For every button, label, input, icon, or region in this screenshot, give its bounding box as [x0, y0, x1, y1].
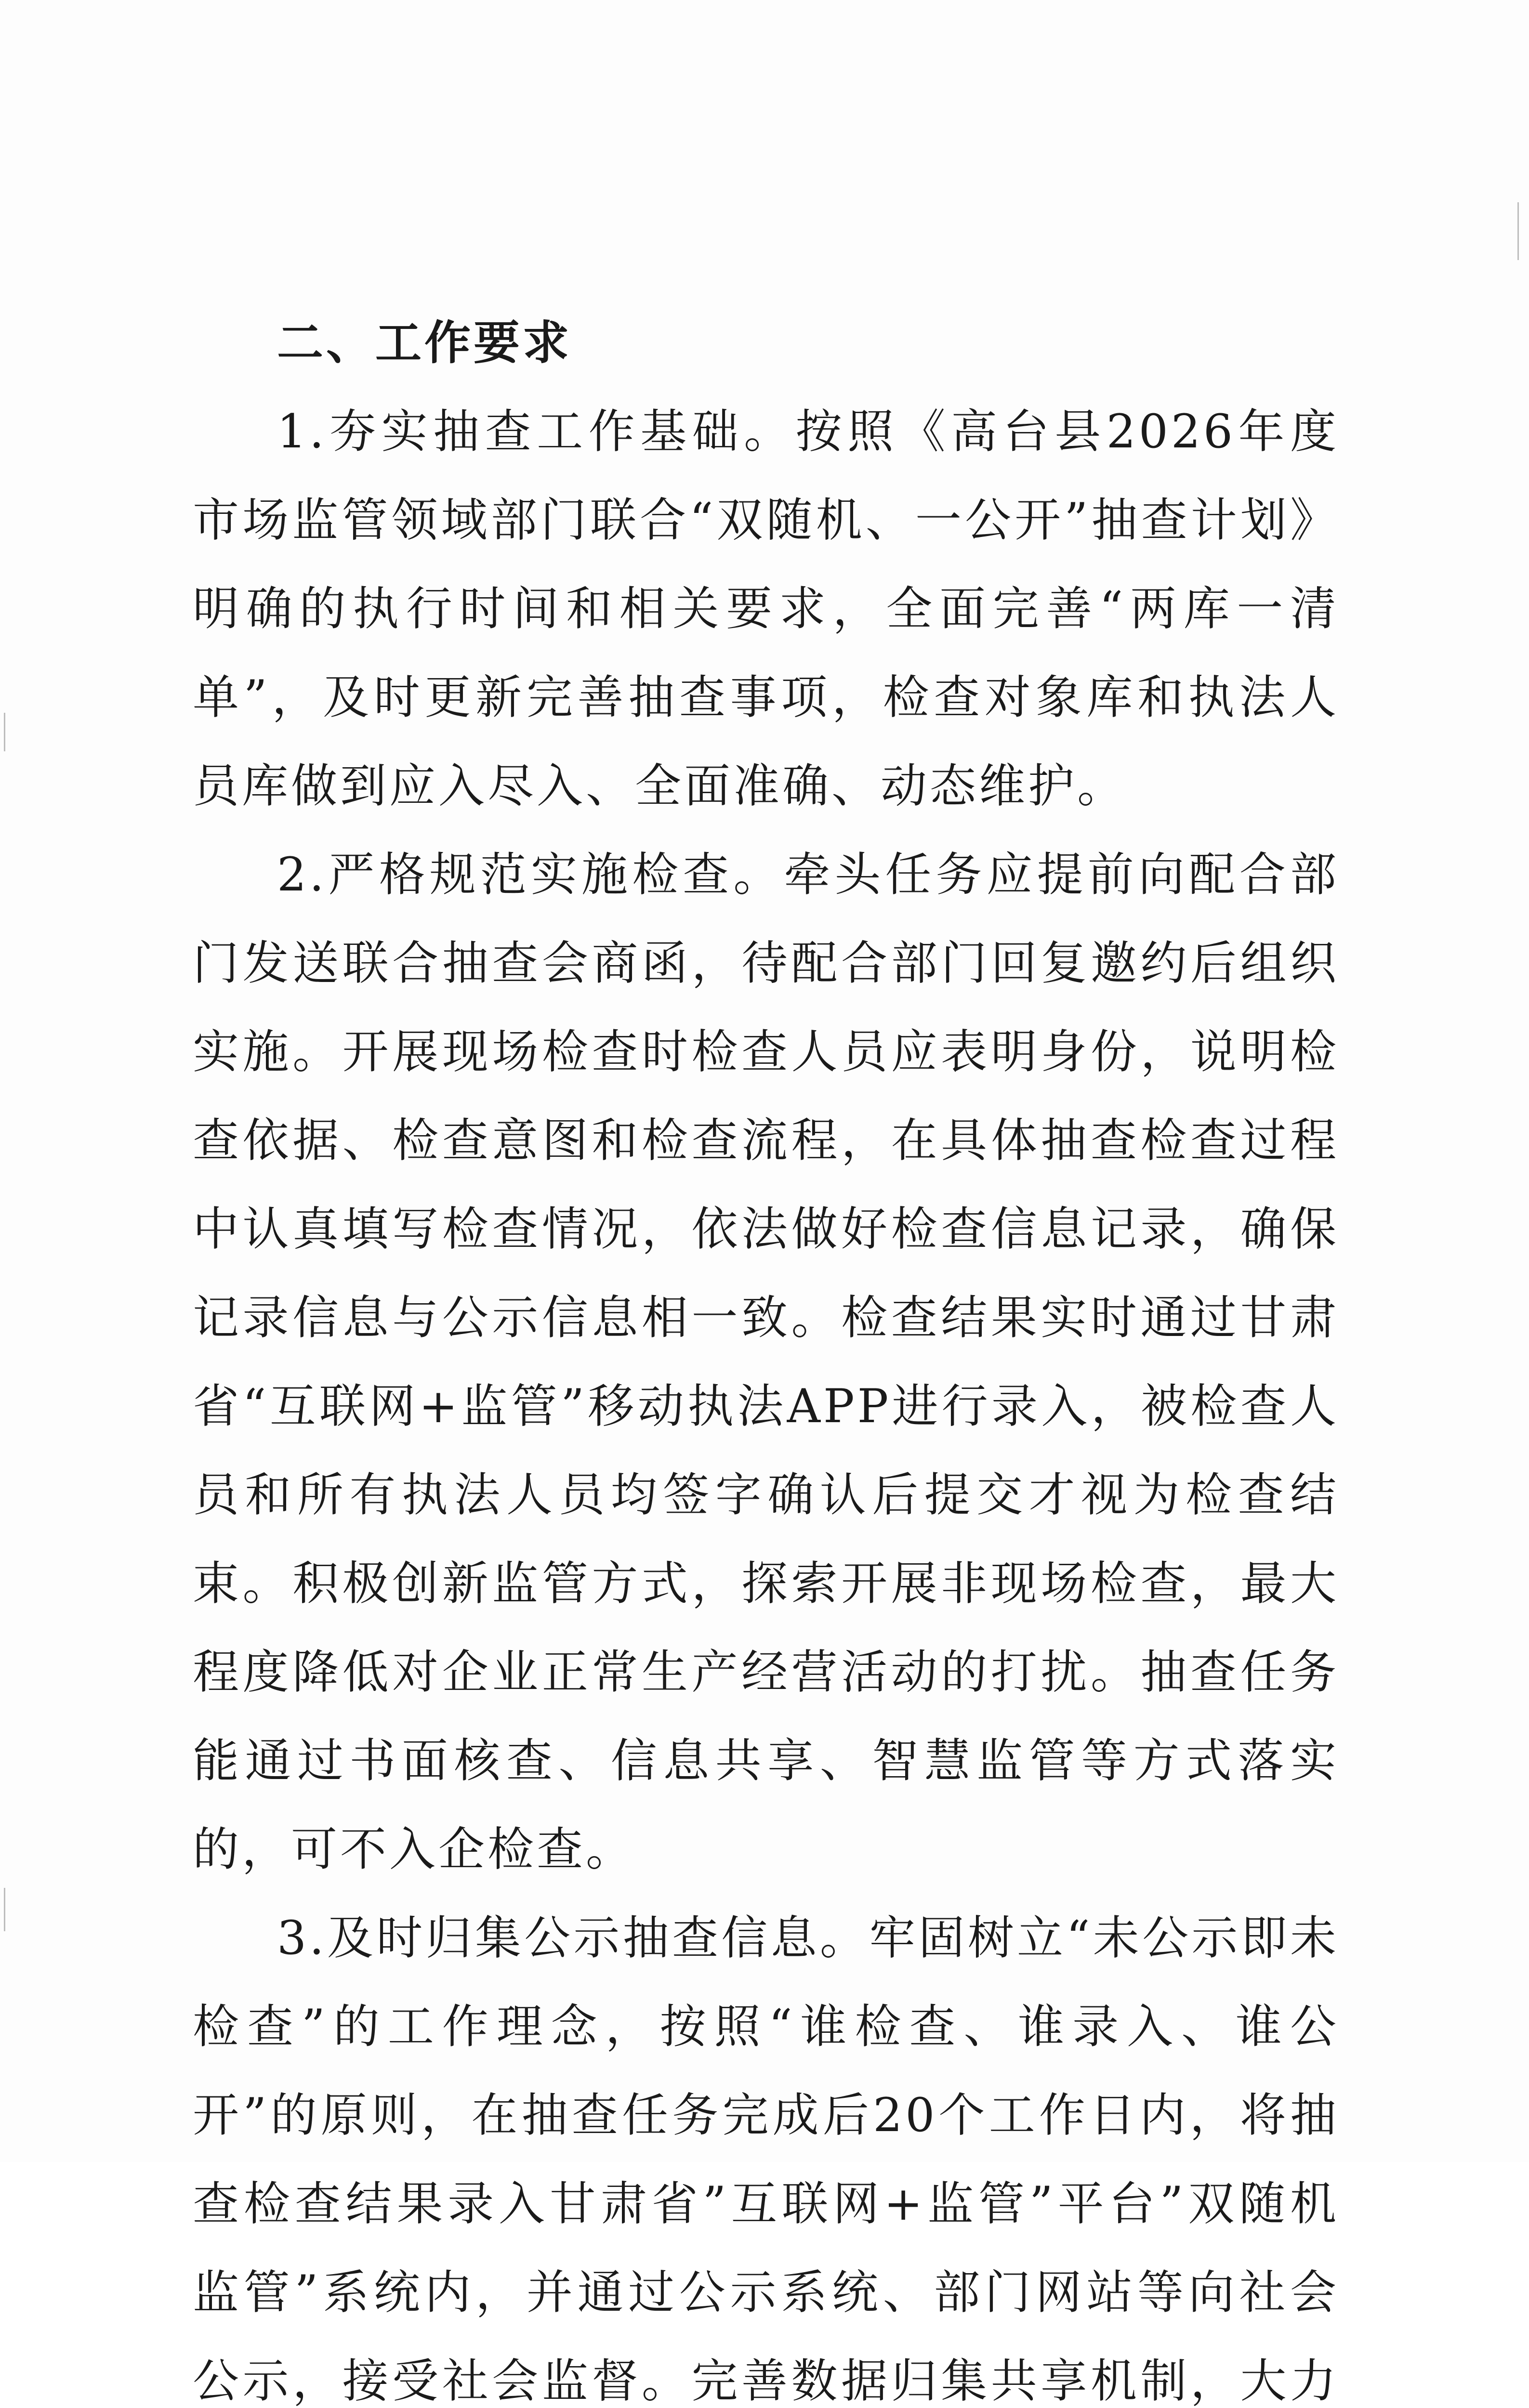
paragraph-2: [193, 830, 1339, 1894]
paragraph-2-lead: 2.严格规范实施检查。: [277, 848, 784, 902]
paragraph-3-lead: 3.及时归集公示抽查信息。: [277, 1911, 870, 1965]
scan-edge-mark: [4, 1888, 5, 1931]
scan-edge-mark: [4, 713, 5, 751]
paragraph-3-body: 牢固树立“未公示即未检查”的工作理念，按照“谁检查、谁录入、谁公开”的原则，在抽查任务完成后20个工作日内，将抽查检查结果录入甘肃省”互联网+监管”平台”双随机监管”系统内，并通过公示系统、部门网站等向社会公示，接受社会监督。完善数据归集共享机制，大力: [193, 1911, 1340, 2408]
section-heading: 二、工作要求: [277, 316, 572, 370]
paragraph-2-body: 牵头任务应提前向配合部门发送联合抽查会商函，待配合部门回复邀约后组织实施。开展现场检查时检查人员应表明身份，说明检查依据、检查意图和检查流程，在具体抽查检查过程中认真填写检查情况，依法做好检查信息记录，确保记录信息与公示信息相一致。检查结果实时通过甘肃省“互联网+监管”移动执法APP进行录入，被检查人员和所有执法人员均签字确认后提交才视为检查结束。积极创新监管方式，探索开展非现场检查，最大程度降低对企业正常生产经营活动的打扰。抽查任务能通过书面核查、信息共享、智慧监管等方式落实的，可不入企检查。: [193, 848, 1339, 1876]
paragraph-3: [193, 1894, 1339, 2408]
document-body: [193, 299, 1339, 2408]
paragraph-1-lead: 1.夯实抽查工作基础。: [277, 405, 796, 458]
scan-edge-mark: [1517, 202, 1519, 260]
paragraph-1: [193, 387, 1339, 830]
paragraph-1-body: 按照《高台县2026年度市场监管领域部门联合“双随机、一公开”抽查计划》明确的执行时间和相关要求，全面完善“两库一清单”，及时更新完善抽查事项，检查对象库和执法人员库做到应入尽入、全面准确、动态维护。: [193, 405, 1340, 813]
